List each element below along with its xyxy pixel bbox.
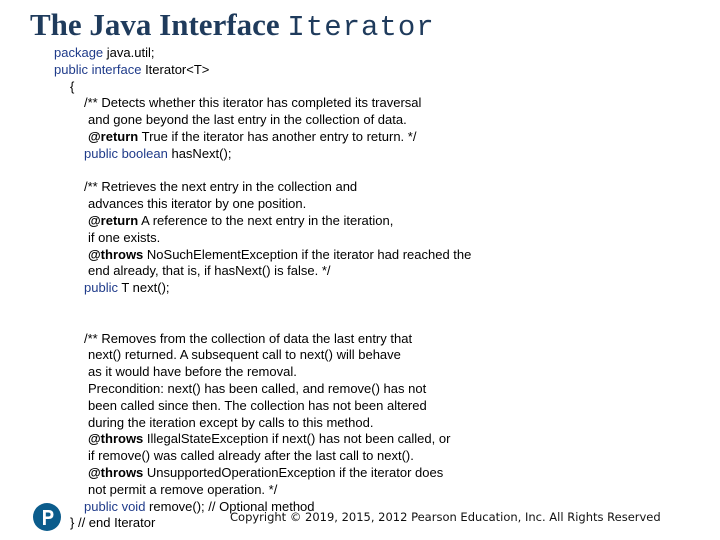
keyword: interface — [87, 61, 142, 77]
pearson-logo-icon — [33, 503, 61, 531]
blank-line — [54, 297, 471, 314]
code-text: { — [70, 78, 75, 94]
javadoc-tag: @throws — [88, 464, 144, 480]
comment-line: @throws UnsupportedOperationException if the iterator does — [88, 464, 444, 480]
comment-line: end already, that is, if hasNext() is false. */ — [88, 263, 331, 279]
comment-line: Precondition: next() has been called, and remove() has not — [88, 380, 427, 396]
javadoc-tag: @return — [88, 212, 139, 228]
code-line — [54, 79, 471, 96]
blank-line — [54, 163, 471, 180]
comment-line: /** Detects whether this iterator has completed its traversal — [84, 95, 422, 111]
comment-line: if remove() was called already after the last call to next(). — [88, 448, 414, 464]
blank-line — [54, 314, 471, 331]
keyword: public — [84, 145, 118, 161]
keyword: public — [84, 280, 118, 296]
title-text: The Java Interface — [30, 7, 288, 42]
comment-line: if one exists. — [88, 229, 161, 245]
keyword: boolean — [117, 145, 168, 161]
comment-line: not permit a remove operation. */ — [88, 481, 278, 497]
comment-line: @throws IllegalStateException if next() has not been called, or — [88, 431, 451, 447]
code-line: } // end Iterator — [70, 515, 156, 531]
keyword: void — [117, 498, 146, 514]
code-block — [54, 45, 471, 532]
keyword: package — [54, 45, 104, 60]
comment-line: as it would have before the removal. — [88, 364, 297, 380]
comment-line: advances this iterator by one position. — [88, 196, 307, 212]
comment-line: @throws NoSuchElementException if the iterator had reached the — [88, 246, 472, 262]
comment-line: next() returned. A subsequent call to next() will behave — [88, 347, 401, 363]
comment-line: and gone beyond the last entry in the collection of data. — [88, 112, 407, 128]
code-line — [54, 62, 471, 79]
code-text: java.util; — [103, 45, 155, 60]
comment-line: @return A reference to the next entry in the iteration, — [88, 212, 394, 228]
comment-line: @return True if the iterator has another entry to return. */ — [88, 128, 417, 144]
comment-line: /** Removes from the collection of data the last entry that — [84, 330, 413, 346]
comment-line: /** Retrieves the next entry in the collection and — [84, 179, 358, 195]
javadoc-tag: @throws — [88, 431, 144, 447]
copyright-notice: Copyright © 2019, 2015, 2012 Pearson Education, Inc. All Rights Reserved — [230, 510, 661, 524]
comment-line: during the iteration except by calls to this method. — [88, 414, 374, 430]
keyword: public — [84, 498, 118, 514]
javadoc-tag: @throws — [88, 246, 144, 262]
method-signature: public void remove(); // Optional method — [84, 498, 315, 514]
javadoc-tag: @return — [88, 128, 139, 144]
code-text: Iterator<T> — [141, 61, 210, 77]
title-code: Iterator — [287, 11, 435, 44]
method-signature: public boolean hasNext(); — [84, 145, 232, 161]
keyword: public — [54, 61, 88, 77]
slide-title — [30, 8, 435, 44]
code-line — [54, 45, 471, 62]
comment-line: been called since then. The collection has not been altered — [88, 397, 427, 413]
method-signature: public T next(); — [84, 280, 170, 296]
